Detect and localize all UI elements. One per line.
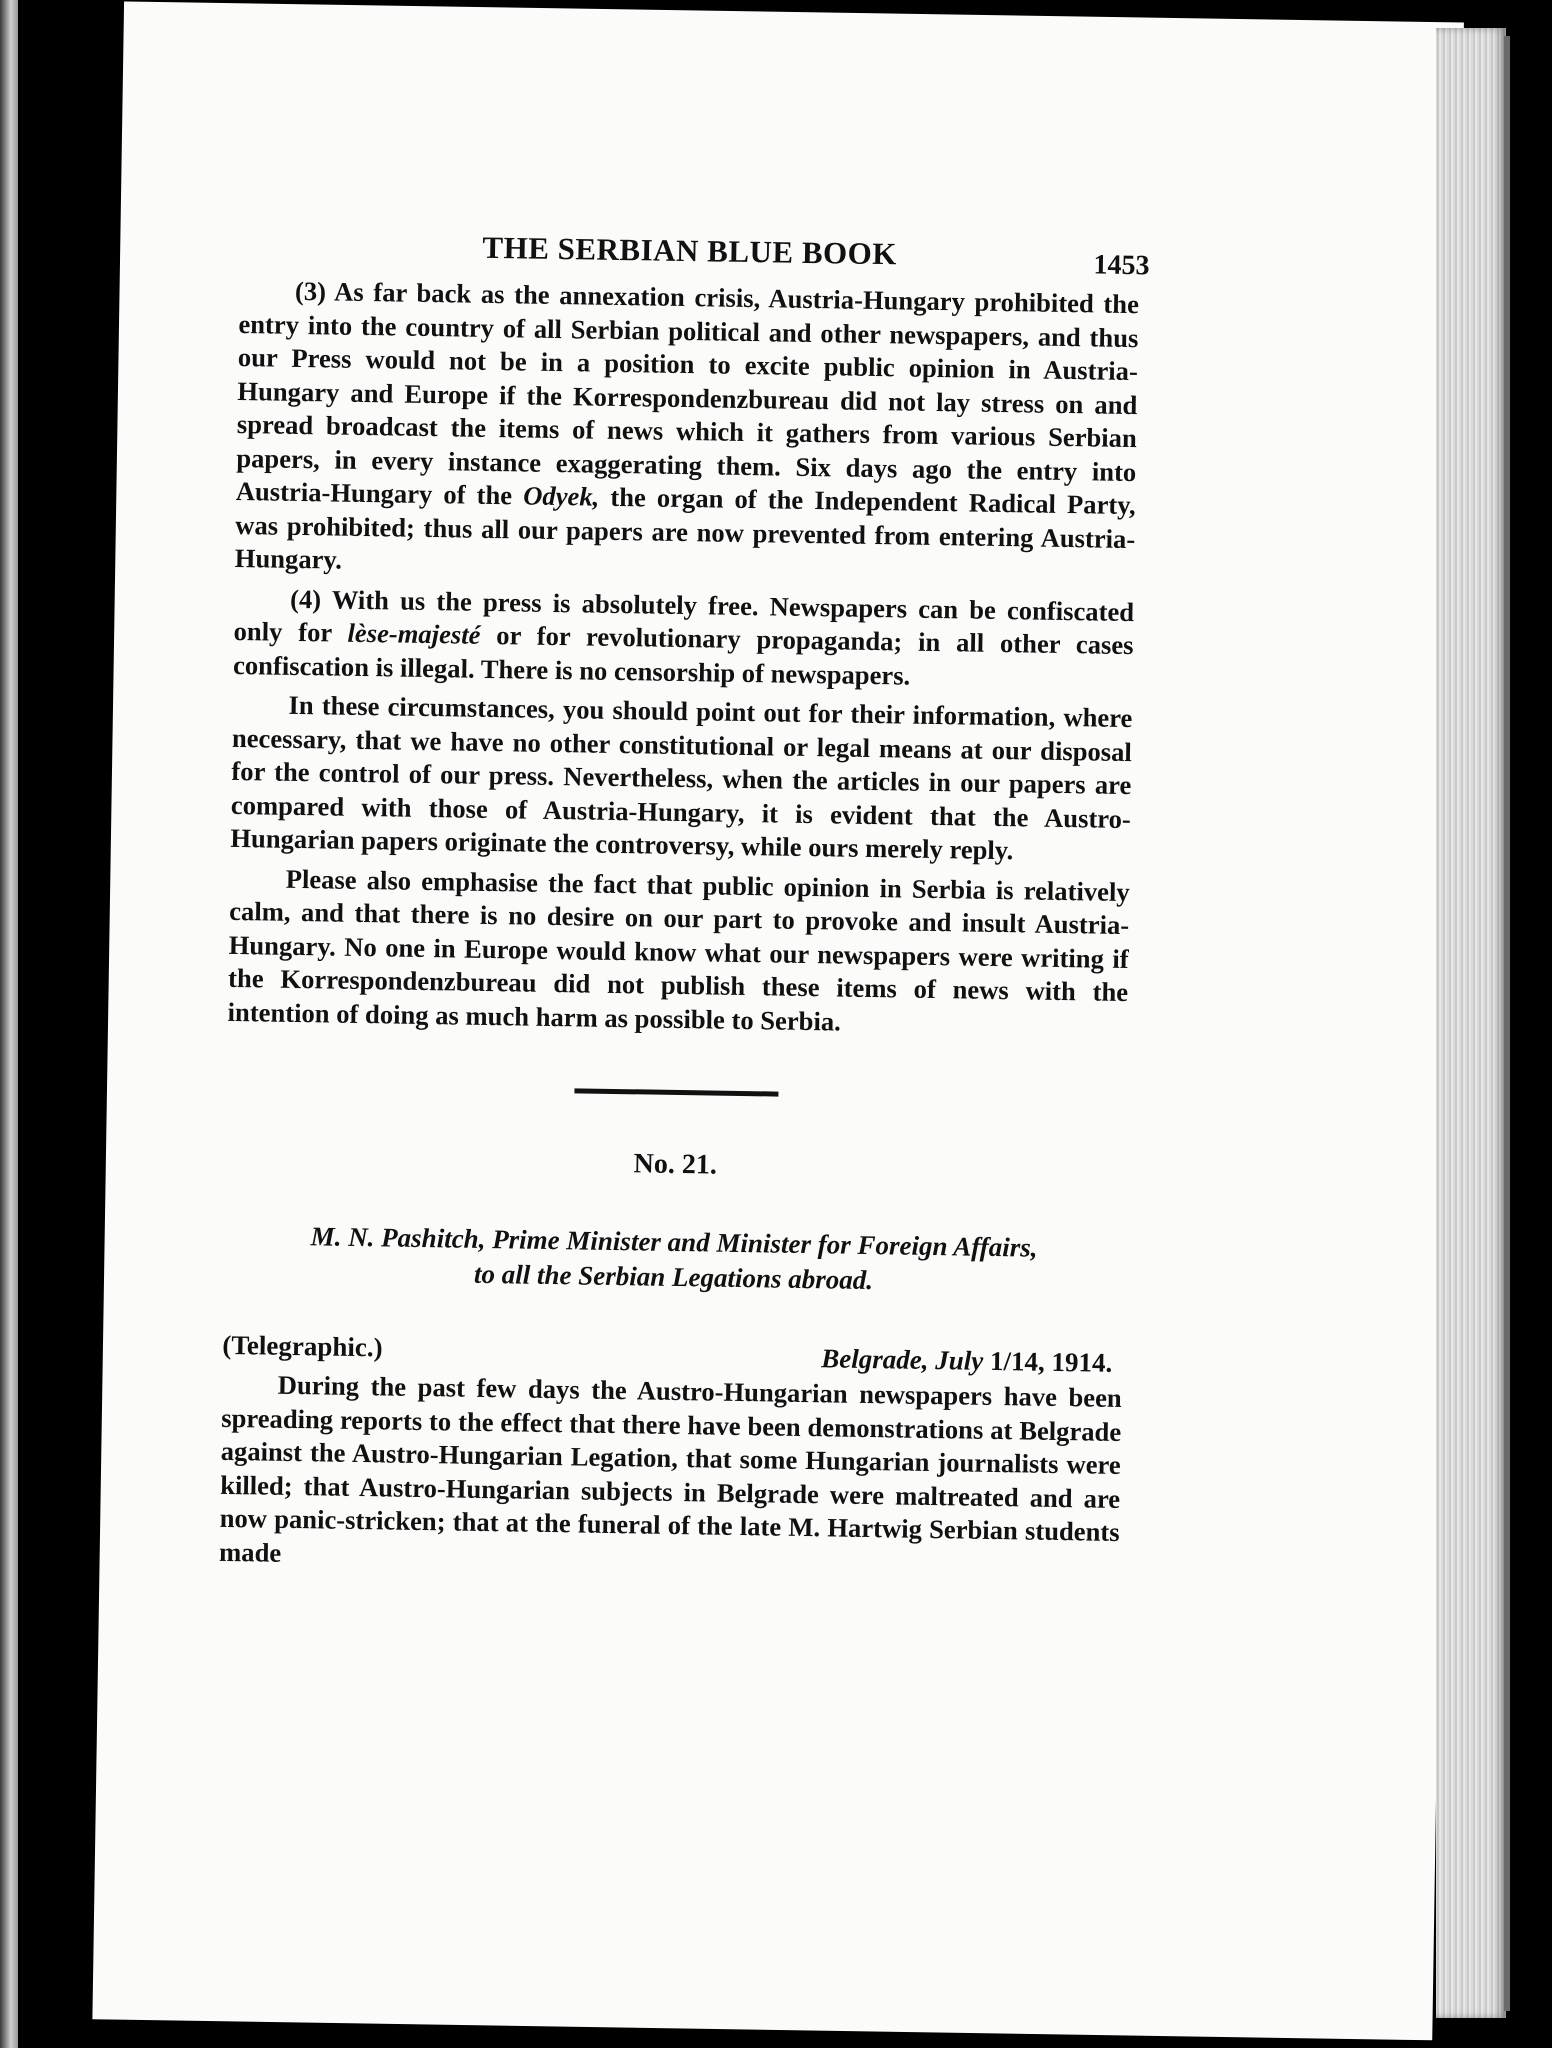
document-body: During the past few days the Austro-Hungarian newspapers have been spreading reports to the effect that there have been demonstrations at Belgrade against the Austro-Hungarian Legation, that some Hungarian journalists were killed; that Austro-Hungarian subjects in Belgrade were maltreated and are now panic-stricken; that at the funeral of the late M. Hartwig Serbian students made (218, 1369, 1122, 1568)
paragraph-4-italic: lèse-majesté (347, 617, 481, 650)
paragraph-3 (235, 274, 1140, 590)
dateline-place: Belgrade, July (821, 1343, 984, 1376)
page-number: 1453 (1093, 249, 1150, 282)
paragraph-4 (233, 581, 1134, 696)
facing-page-edge (0, 0, 18, 2048)
document-heading-line1: M. N. Pashitch, Prime Minister and Minister for Foreign Affairs, (310, 1221, 1038, 1263)
document-number: No. 21. (633, 1148, 718, 1181)
paragraph-4-rest: or for revolutionary propaganda; in all other cases confiscation is illegal. There is no censorship of newspapers. (232, 619, 1134, 691)
paragraph-circumstances: In these circumstances, you should point out for their information, where necessary, that we have no other constitutional or legal means at our disposal for the control of our press. Nevertheless, when the articles in our papers are compared with those of Austria-Hungary, it is evident that the Austro-Hungarian papers originate the controversy, while ours merely reply. (230, 689, 1133, 866)
page-content (218, 226, 1150, 1589)
paragraph-3-text: (3) As far back as the annexation crisis, Austria-Hungary prohibited the entry into the country of all Serbian political and other newspapers, and thus our Press would not be in a position to excite public opinion in Austria-Hungary and Europe if the Korrespondenzbureau did not lay stress on and spread broadcast the items of news which it gathers from various Serbian papers, in every instance exaggerating them. Six days ago the entry into Austria-Hungary of the (235, 275, 1140, 511)
book-cover-edge (1504, 36, 1510, 2011)
paragraph-3-rest: the organ of the Independent Radical Party, was prohibited; thus all our papers are now prevented from entering Austria-Hungary. (234, 481, 1136, 575)
dateline-telegraphic: (Telegraphic.) (222, 1329, 383, 1363)
section-divider (574, 1088, 778, 1096)
paragraph-4-text: (4) With us the press is absolutely free. Newspapers can be confiscated only for (233, 583, 1135, 648)
paragraph-emphasise: Please also emphasise the fact that public opinion in Serbia is relatively calm, and that there is no desire on our part to provoke and insult Austria-Hungary. No one in Europe would know what our newspapers were writing if the Korrespondenzbureau did not publish these items of news with the intention of doing as much harm as possible to Serbia. (227, 863, 1130, 1037)
document-heading-line2: to all the Serbian Legations abroad. (473, 1258, 874, 1296)
dateline-date: 1/14, 1914. (983, 1345, 1113, 1378)
paragraph-3-italic: Odyek, (523, 480, 600, 512)
running-title: THE SERBIAN BLUE BOOK (482, 229, 898, 272)
page-stack-edge (1436, 28, 1506, 2018)
dateline-place-date (821, 1343, 1112, 1379)
document-heading (223, 1218, 1124, 1302)
